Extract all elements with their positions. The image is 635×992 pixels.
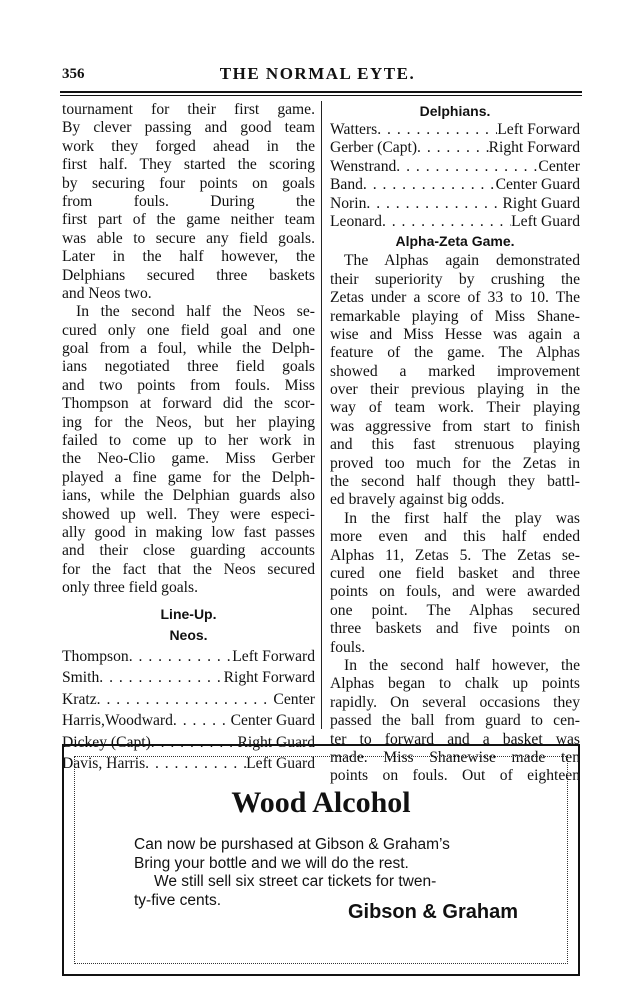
- lineup-row: [330, 213, 580, 231]
- left-column: [62, 101, 315, 775]
- advertisement-box: [62, 744, 580, 976]
- leader-dots: [366, 195, 502, 213]
- text-line: fouls.: [330, 638, 366, 656]
- player-position: Right Forward: [488, 139, 580, 157]
- player-name: Watters: [330, 121, 378, 138]
- right-paragraph-2: [330, 510, 580, 657]
- lineup-row: [62, 710, 315, 732]
- text-line: work they forged ahead in the: [62, 137, 315, 155]
- player-position: Center: [538, 157, 580, 175]
- text-line: ians negotiated three field goals: [62, 358, 315, 376]
- text-line: showed up well. They were especi-: [62, 505, 315, 523]
- left-paragraph-1: [62, 101, 315, 303]
- delphians-heading: Delphians.: [419, 103, 491, 119]
- lineup-heading: Line-Up.: [160, 605, 217, 622]
- text-line: points on fouls, and were awarded: [330, 583, 580, 601]
- text-line: for the fact that the Neos secured: [62, 560, 315, 578]
- text-line: only three field goals.: [62, 579, 198, 597]
- text-line: ally good in making low fast passes: [62, 523, 315, 541]
- text-line: ed bravely against big odds.: [330, 491, 505, 509]
- player-name: Thompson: [62, 647, 129, 665]
- text-line: three baskets and five points on: [330, 620, 580, 638]
- player-position: Right Guard: [237, 733, 315, 751]
- leader-dots: [396, 158, 538, 176]
- lineup-row: [330, 176, 580, 194]
- text-line: feature of the game. The Alphas: [330, 344, 580, 362]
- neos-heading: Neos.: [169, 626, 208, 643]
- page-header: [0, 66, 635, 88]
- lineup-row: [330, 121, 580, 139]
- player-name: Kratz: [62, 690, 97, 708]
- text-line: and their close guarding accounts: [62, 542, 315, 560]
- text-line: Later in the half however, the: [62, 248, 315, 266]
- leader-dots: [417, 139, 489, 157]
- right-column: [330, 101, 580, 786]
- text-line: and two points from fouls. Miss: [62, 376, 315, 394]
- text-line: cured only one field goal and one: [62, 321, 315, 339]
- text-line: by securing four points on goals: [62, 174, 315, 192]
- text-line: made. Miss Shanewise made ten: [330, 748, 580, 766]
- leader-dots: [363, 176, 496, 194]
- text-line: the Neo-Clio game. Miss Gerber: [62, 450, 315, 468]
- text-line: and this fast strenuous playing: [330, 436, 580, 454]
- leader-dots: [173, 710, 231, 732]
- text-line: Alphas 11, Zetas 5. The Zetas se-: [330, 546, 580, 564]
- text-line: wise and Miss Hesse was again a: [330, 325, 580, 343]
- leader-dots: [382, 213, 511, 231]
- player-name: Harris,Woodward: [62, 712, 173, 730]
- leader-dots: [377, 121, 497, 139]
- ad-line: Bring your bottle and we will do the rest.: [134, 854, 409, 872]
- header-rule: [60, 91, 582, 93]
- player-position: Left Forward: [232, 647, 315, 665]
- text-line: played a fine game for the Delph-: [62, 468, 315, 486]
- text-line: was able to secure any field goals.: [62, 229, 315, 247]
- text-line: their superiority by crushing the: [330, 270, 580, 288]
- player-name: Norin: [330, 194, 367, 212]
- text-line: first part of the game neither team: [62, 211, 315, 229]
- player-position: Left Guard: [246, 755, 315, 773]
- leader-dots: [129, 646, 233, 668]
- text-line: remarkable playing of Miss Shane-: [330, 307, 580, 325]
- player-position: Right Forward: [223, 669, 315, 687]
- lineup-row: [330, 139, 580, 157]
- left-paragraph-2: [62, 303, 315, 597]
- text-line: way of team work. Their playing: [330, 399, 580, 417]
- text-line: The Alphas again demonstrated: [344, 252, 580, 270]
- text-line: Alphas began to chalk up points: [330, 675, 580, 693]
- text-line: By clever passing and good team: [62, 119, 315, 137]
- text-line: over their previous playing in the: [330, 381, 580, 399]
- ad-body: [134, 836, 504, 910]
- player-name: Gerber (Capt): [330, 139, 418, 157]
- lineup-row: [62, 689, 315, 711]
- text-line: showed a marked improvement: [330, 362, 580, 380]
- header-rule-thin: [60, 95, 582, 96]
- leader-dots: [99, 667, 223, 689]
- lineup-row: [330, 158, 580, 176]
- text-line: In the second half the Neos se-: [76, 303, 315, 321]
- running-title: THE NORMAL EYTE.: [219, 64, 416, 83]
- text-line: the second half though they battl-: [330, 473, 580, 491]
- leader-dots: [97, 689, 274, 711]
- text-line: Thompson at forward did the scor-: [62, 395, 315, 413]
- lineup-row: [62, 667, 315, 689]
- text-line: one point. The Alphas secured: [330, 601, 580, 619]
- lineup-row: [62, 646, 315, 668]
- player-position: Left Guard: [511, 212, 580, 230]
- text-line: cured one field basket and three: [330, 564, 580, 582]
- ad-title: Wood Alcohol: [231, 786, 411, 819]
- text-line: goal from a foul, while the Delph-: [62, 340, 315, 358]
- text-line: failed to come up to her work in: [62, 432, 315, 450]
- player-name: Leonard: [330, 212, 382, 230]
- text-line: passed the ball from guard to cen-: [330, 712, 580, 730]
- player-position: Right Guard: [502, 194, 580, 212]
- ad-signature: Gibson & Graham: [347, 901, 518, 923]
- delphians-lineup: [330, 121, 580, 231]
- player-position: Left Forward: [497, 121, 580, 138]
- text-line: ter to forward and a basket was: [330, 730, 580, 748]
- player-position: Center: [273, 690, 315, 708]
- text-line: proved too much for the Zetas in: [330, 454, 580, 472]
- text-line: Zetas under a score of 33 to 10. The: [330, 289, 580, 307]
- page-number: 356: [62, 66, 85, 82]
- text-line: from fouls. During the: [62, 192, 315, 210]
- column-divider: [321, 101, 322, 729]
- lineup-row: [330, 195, 580, 213]
- text-line: ing for the Neos, but her playing: [62, 413, 315, 431]
- text-line: Delphians secured three baskets: [62, 266, 315, 284]
- text-line: was aggressive from start to finish: [330, 417, 580, 435]
- player-name: Smith: [62, 669, 100, 687]
- player-position: Center Guard: [230, 712, 315, 730]
- text-line: more even and this half ended: [330, 528, 580, 546]
- player-name: Band: [330, 176, 363, 194]
- player-name: Wenstrand: [330, 157, 397, 175]
- player-position: Center Guard: [495, 176, 580, 194]
- text-line: first half. They started the scoring: [62, 156, 315, 174]
- player-name: Davis, Harris: [62, 755, 146, 773]
- player-name: Dickey (Capt): [62, 733, 151, 751]
- text-line: rapidly. On several occasions they: [330, 693, 580, 711]
- ad-line: ty-five cents.: [134, 891, 221, 909]
- ad-line: We still sell six street car tickets for twen-: [154, 873, 437, 890]
- right-paragraph-1: [330, 252, 580, 509]
- text-line: tournament for their first game.: [62, 101, 315, 118]
- text-line: ians, while the Delphian guards also: [62, 487, 315, 505]
- text-line: and Neos two.: [62, 284, 152, 302]
- alpha-zeta-heading: Alpha-Zeta Game.: [395, 233, 515, 250]
- text-line: points on fouls. Out of eighteen: [330, 767, 580, 785]
- ad-line: Can now be purshased at Gibson & Graham’s: [134, 836, 450, 853]
- text-line: In the first half the play was: [344, 509, 580, 527]
- text-line: In the second half however, the: [344, 656, 580, 674]
